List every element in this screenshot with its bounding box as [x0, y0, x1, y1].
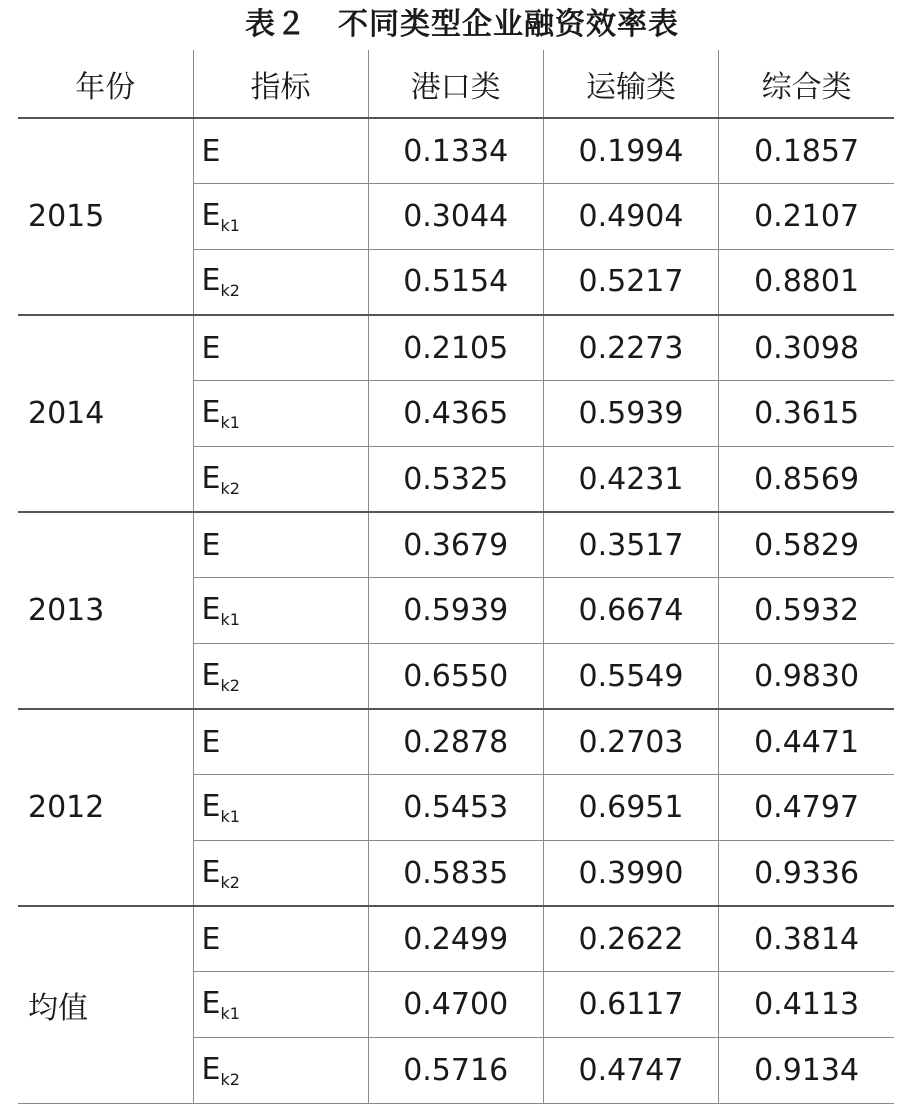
- value-cell: 0.9336: [719, 841, 894, 907]
- indicator-symbol: E: [201, 330, 221, 366]
- year-cell: 2015: [18, 118, 193, 315]
- indicator-cell: [193, 775, 368, 841]
- value-cell: 0.2105: [368, 315, 543, 381]
- indicator-cell: [193, 1038, 368, 1104]
- value-cell: 0.5829: [719, 512, 894, 578]
- indicator-cell: [193, 972, 368, 1038]
- indicator-cell: [193, 512, 368, 578]
- indicator-cell: [193, 709, 368, 775]
- year-cell: 2013: [18, 512, 193, 709]
- indicator-cell: [193, 644, 368, 710]
- value-cell: 0.1857: [719, 118, 894, 184]
- value-cell: 0.5217: [543, 249, 718, 315]
- value-cell: 0.2622: [543, 906, 718, 972]
- value-cell: 0.9134: [719, 1038, 894, 1104]
- indicator-subscript: k2: [220, 675, 240, 695]
- indicator-cell: [193, 578, 368, 644]
- value-cell: 0.1994: [543, 118, 718, 184]
- value-cell: 0.4471: [719, 709, 894, 775]
- value-cell: 0.3044: [368, 184, 543, 250]
- header-year: 年份: [18, 50, 193, 118]
- indicator-symbol: E: [201, 986, 221, 1022]
- value-cell: 0.6117: [543, 972, 718, 1038]
- indicator-subscript: k1: [220, 1004, 240, 1024]
- indicator-symbol: E: [201, 460, 221, 496]
- value-cell: 0.4365: [368, 381, 543, 447]
- table-row: [18, 118, 894, 184]
- indicator-cell: [193, 446, 368, 512]
- value-cell: 0.5325: [368, 446, 543, 512]
- value-cell: 0.2878: [368, 709, 543, 775]
- value-cell: 0.2107: [719, 184, 894, 250]
- indicator-subscript: k2: [220, 1069, 240, 1089]
- value-cell: 0.5932: [719, 578, 894, 644]
- indicator-symbol: E: [201, 657, 221, 693]
- value-cell: 0.5835: [368, 841, 543, 907]
- value-cell: 0.2499: [368, 906, 543, 972]
- indicator-subscript: k1: [220, 413, 240, 433]
- value-cell: 0.1334: [368, 118, 543, 184]
- year-cell: 2012: [18, 709, 193, 906]
- indicator-cell: [193, 249, 368, 315]
- indicator-symbol: E: [201, 1051, 221, 1087]
- table-row: [18, 315, 894, 381]
- value-cell: 0.9830: [719, 644, 894, 710]
- value-cell: 0.3517: [543, 512, 718, 578]
- indicator-symbol: E: [201, 395, 221, 431]
- efficiency-table: [18, 50, 894, 1104]
- header-port: 港口类: [368, 50, 543, 118]
- value-cell: 0.8569: [719, 446, 894, 512]
- value-cell: 0.5939: [368, 578, 543, 644]
- value-cell: 0.5453: [368, 775, 543, 841]
- value-cell: 0.5549: [543, 644, 718, 710]
- value-cell: 0.4747: [543, 1038, 718, 1104]
- indicator-cell: [193, 381, 368, 447]
- value-cell: 0.4797: [719, 775, 894, 841]
- value-cell: 0.4700: [368, 972, 543, 1038]
- value-cell: 0.5939: [543, 381, 718, 447]
- indicator-symbol: E: [201, 854, 221, 890]
- value-cell: 0.4231: [543, 446, 718, 512]
- indicator-symbol: E: [201, 527, 221, 563]
- indicator-symbol: E: [201, 921, 221, 957]
- indicator-subscript: k1: [220, 807, 240, 827]
- value-cell: 0.3098: [719, 315, 894, 381]
- header-transport: 运输类: [543, 50, 718, 118]
- value-cell: 0.6951: [543, 775, 718, 841]
- value-cell: 0.2273: [543, 315, 718, 381]
- indicator-cell: [193, 906, 368, 972]
- value-cell: 0.6674: [543, 578, 718, 644]
- value-cell: 0.6550: [368, 644, 543, 710]
- table-row: [18, 709, 894, 775]
- value-cell: 0.2703: [543, 709, 718, 775]
- value-cell: 0.5154: [368, 249, 543, 315]
- header-indicator: 指标: [193, 50, 368, 118]
- indicator-symbol: E: [201, 263, 221, 299]
- header-composite: 综合类: [719, 50, 894, 118]
- indicator-symbol: E: [201, 592, 221, 628]
- indicator-cell: [193, 118, 368, 184]
- table-row: [18, 906, 894, 972]
- header-row: [18, 50, 894, 118]
- year-cell: 均值: [18, 906, 193, 1103]
- value-cell: 0.3679: [368, 512, 543, 578]
- value-cell: 0.8801: [719, 249, 894, 315]
- value-cell: 0.4904: [543, 184, 718, 250]
- indicator-subscript: k2: [220, 478, 240, 498]
- indicator-subscript: k2: [220, 281, 240, 301]
- indicator-symbol: E: [201, 133, 221, 169]
- indicator-cell: [193, 315, 368, 381]
- indicator-symbol: E: [201, 724, 221, 760]
- value-cell: 0.4113: [719, 972, 894, 1038]
- value-cell: 0.3814: [719, 906, 894, 972]
- indicator-subscript: k2: [220, 872, 240, 892]
- indicator-cell: [193, 184, 368, 250]
- year-cell: 2014: [18, 315, 193, 512]
- indicator-subscript: k1: [220, 216, 240, 236]
- indicator-symbol: E: [201, 198, 221, 234]
- indicator-cell: [193, 841, 368, 907]
- value-cell: 0.3990: [543, 841, 718, 907]
- value-cell: 0.3615: [719, 381, 894, 447]
- value-cell: 0.5716: [368, 1038, 543, 1104]
- indicator-symbol: E: [201, 789, 221, 825]
- table-caption: 表２ 不同类型企业融资效率表: [245, 7, 679, 42]
- table-row: [18, 512, 894, 578]
- table-body: [18, 118, 894, 1103]
- indicator-subscript: k1: [220, 610, 240, 630]
